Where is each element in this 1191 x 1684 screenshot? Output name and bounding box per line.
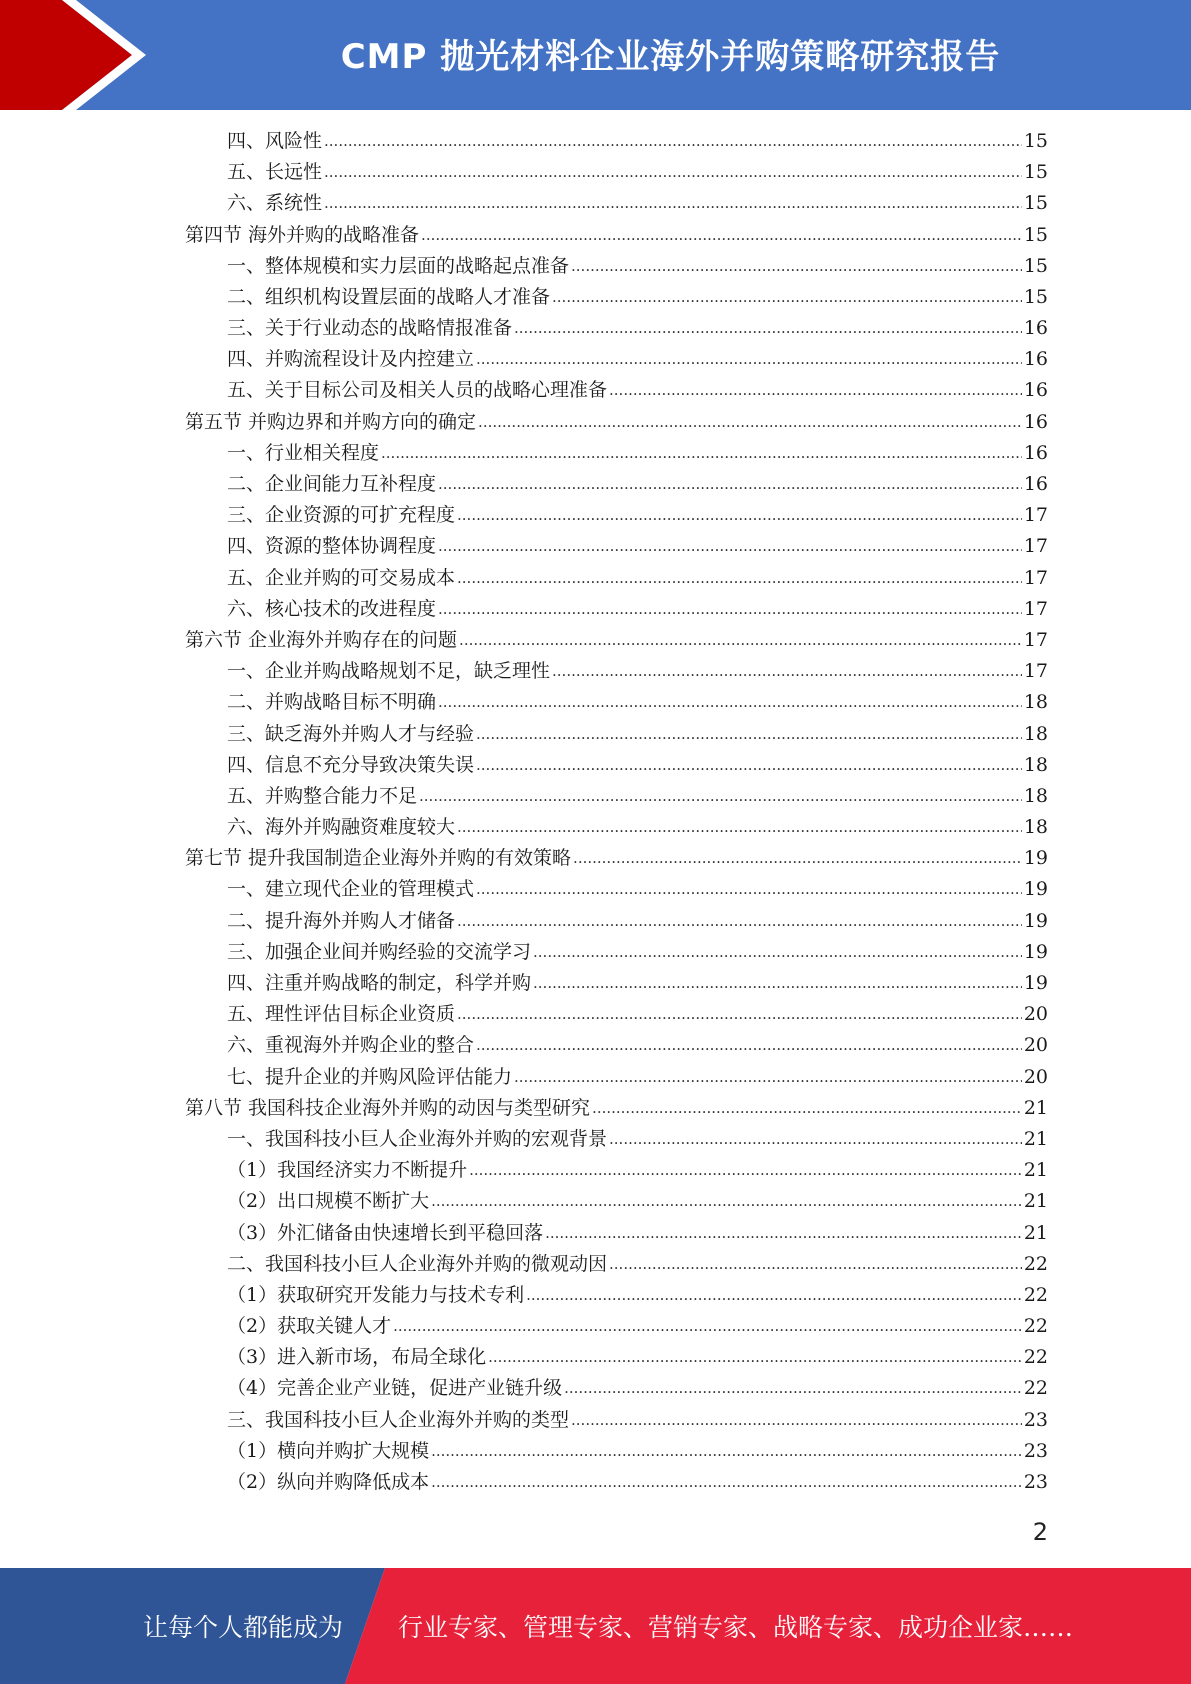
toc-entry[interactable] xyxy=(185,531,1048,562)
toc-entry-page: 18 xyxy=(1023,722,1048,745)
toc-dot-leader xyxy=(324,157,1022,188)
toc-entry[interactable] xyxy=(185,344,1048,375)
toc-entry-page: 21 xyxy=(1023,1190,1048,1213)
toc-dot-leader xyxy=(592,1093,1022,1124)
toc-entry-title: 五、长远性 xyxy=(227,161,323,184)
toc-entry-page: 17 xyxy=(1023,535,1048,558)
toc-dot-leader xyxy=(478,407,1022,438)
toc-entry-title: 三、关于行业动态的战略情报准备 xyxy=(227,317,513,340)
toc-dot-leader xyxy=(552,656,1022,687)
toc-dot-leader xyxy=(564,1373,1022,1404)
toc-entry[interactable] xyxy=(185,1155,1048,1186)
toc-entry[interactable] xyxy=(185,1062,1048,1093)
toc-entry-page: 23 xyxy=(1023,1408,1048,1431)
toc-entry[interactable] xyxy=(185,937,1048,968)
toc-dot-leader xyxy=(476,750,1022,781)
toc-entry-page: 20 xyxy=(1023,1003,1048,1026)
toc-entry[interactable] xyxy=(185,1436,1048,1467)
toc-entry[interactable] xyxy=(185,999,1048,1030)
toc-entry-page: 15 xyxy=(1023,254,1048,277)
toc-entry-page: 22 xyxy=(1023,1315,1048,1338)
toc-entry[interactable] xyxy=(185,157,1048,188)
toc-entry-title: 第七节 提升我国制造企业海外并购的有效策略 xyxy=(185,847,572,870)
toc-entry-page: 18 xyxy=(1023,691,1048,714)
toc-entry[interactable] xyxy=(185,1311,1048,1342)
footer-slogan-left: 让每个人都能成为 xyxy=(143,1613,344,1642)
toc-entry[interactable] xyxy=(185,376,1048,407)
toc-entry-page: 16 xyxy=(1023,410,1048,433)
toc-entry-title: 四、并购流程设计及内控建立 xyxy=(227,348,475,371)
toc-dot-leader xyxy=(573,843,1022,874)
toc-dot-leader xyxy=(476,719,1022,750)
toc-entry-page: 15 xyxy=(1023,129,1048,152)
toc-entry-title: （2）获取关键人才 xyxy=(227,1315,392,1338)
toc-entry-title: 五、企业并购的可交易成本 xyxy=(227,566,456,589)
toc-entry-title: 一、企业并购战略规划不足，缺乏理性 xyxy=(227,660,551,683)
toc-entry[interactable] xyxy=(185,594,1048,625)
toc-entry-page: 23 xyxy=(1023,1471,1048,1494)
toc-dot-leader xyxy=(438,531,1022,562)
toc-entry-title: 一、我国科技小巨人企业海外并购的宏观背景 xyxy=(227,1127,608,1150)
toc-entry-title: 二、提升海外并购人才储备 xyxy=(227,909,456,932)
toc-entry[interactable] xyxy=(185,625,1048,656)
toc-dot-leader xyxy=(457,906,1022,937)
toc-entry-page: 19 xyxy=(1023,909,1048,932)
toc-entry[interactable] xyxy=(185,1280,1048,1311)
toc-entry-page: 16 xyxy=(1023,473,1048,496)
toc-entry[interactable] xyxy=(185,906,1048,937)
toc-entry[interactable] xyxy=(185,1218,1048,1249)
toc-dot-leader xyxy=(545,1218,1022,1249)
toc-entry[interactable] xyxy=(185,126,1048,157)
toc-entry-title: 五、关于目标公司及相关人员的战略心理准备 xyxy=(227,379,608,402)
toc-entry-page: 16 xyxy=(1023,379,1048,402)
toc-entry-page: 17 xyxy=(1023,566,1048,589)
toc-entry-title: 第四节 海外并购的战略准备 xyxy=(185,223,420,246)
toc-dot-leader xyxy=(488,1342,1022,1373)
toc-entry-title: 三、加强企业间并购经验的交流学习 xyxy=(227,940,532,963)
toc-entry[interactable] xyxy=(185,500,1048,531)
toc-dot-leader xyxy=(457,563,1022,594)
toc-dot-leader xyxy=(533,937,1022,968)
toc-entry[interactable] xyxy=(185,1093,1048,1124)
toc-dot-leader xyxy=(609,1249,1022,1280)
toc-dot-leader xyxy=(324,126,1022,157)
toc-entry-title: 二、组织机构设置层面的战略人才准备 xyxy=(227,285,551,308)
toc-entry[interactable] xyxy=(185,1374,1048,1405)
toc-dot-leader xyxy=(457,812,1022,843)
toc-entry-page: 17 xyxy=(1023,597,1048,620)
toc-entry[interactable] xyxy=(185,313,1048,344)
toc-entry[interactable] xyxy=(185,1249,1048,1280)
toc-entry-page: 18 xyxy=(1023,816,1048,839)
toc-entry-page: 21 xyxy=(1023,1127,1048,1150)
toc-entry-page: 21 xyxy=(1023,1221,1048,1244)
toc-dot-leader xyxy=(431,1186,1022,1217)
toc-dot-leader xyxy=(419,781,1022,812)
table-of-contents xyxy=(185,126,1048,1498)
toc-entry[interactable] xyxy=(185,563,1048,594)
toc-entry-title: （1）我国经济实力不断提升 xyxy=(227,1159,468,1182)
header-chevron-decoration xyxy=(0,0,160,110)
toc-dot-leader xyxy=(514,1062,1022,1093)
toc-entry-title: 六、重视海外并购企业的整合 xyxy=(227,1034,475,1057)
toc-dot-leader xyxy=(526,1280,1022,1311)
toc-entry-title: 六、海外并购融资难度较大 xyxy=(227,816,456,839)
toc-dot-leader xyxy=(421,220,1022,251)
toc-entry-title: 第八节 我国科技企业海外并购的动因与类型研究 xyxy=(185,1096,591,1119)
toc-entry-title: （2）纵向并购降低成本 xyxy=(227,1471,430,1494)
toc-entry[interactable] xyxy=(185,438,1048,469)
toc-entry-title: 五、理性评估目标企业资质 xyxy=(227,1003,456,1026)
toc-entry-page: 21 xyxy=(1023,1159,1048,1182)
toc-dot-leader xyxy=(476,344,1022,375)
toc-entry-page: 22 xyxy=(1023,1283,1048,1306)
toc-entry[interactable] xyxy=(185,220,1048,251)
toc-dot-leader xyxy=(457,500,1022,531)
toc-entry[interactable] xyxy=(185,1186,1048,1217)
toc-dot-leader xyxy=(324,188,1022,219)
toc-entry-title: （2）出口规模不断扩大 xyxy=(227,1190,430,1213)
toc-entry-page: 16 xyxy=(1023,348,1048,371)
toc-dot-leader xyxy=(533,968,1022,999)
toc-entry-page: 17 xyxy=(1023,504,1048,527)
toc-entry-page: 19 xyxy=(1023,847,1048,870)
toc-entry[interactable] xyxy=(185,1030,1048,1061)
toc-entry-page: 22 xyxy=(1023,1346,1048,1369)
toc-entry-title: 二、我国科技小巨人企业海外并购的微观动因 xyxy=(227,1252,608,1275)
toc-entry-page: 21 xyxy=(1023,1096,1048,1119)
toc-dot-leader xyxy=(431,1436,1022,1467)
toc-entry-title: 第五节 并购边界和并购方向的确定 xyxy=(185,410,477,433)
toc-dot-leader xyxy=(469,1155,1022,1186)
toc-dot-leader xyxy=(552,282,1022,313)
toc-entry-page: 20 xyxy=(1023,1034,1048,1057)
toc-dot-leader xyxy=(476,1030,1022,1061)
toc-entry[interactable] xyxy=(185,719,1048,750)
toc-entry-title: 四、信息不充分导致决策失误 xyxy=(227,753,475,776)
toc-entry-page: 19 xyxy=(1023,940,1048,963)
toc-entry-title: 七、提升企业的并购风险评估能力 xyxy=(227,1065,513,1088)
toc-entry-page: 15 xyxy=(1023,192,1048,215)
footer-slogan-right: 行业专家、管理专家、营销专家、战略专家、成功企业家…… xyxy=(398,1613,1074,1642)
toc-dot-leader xyxy=(514,313,1022,344)
toc-dot-leader xyxy=(438,687,1022,718)
toc-entry-title: 四、资源的整体协调程度 xyxy=(227,535,437,558)
toc-entry[interactable] xyxy=(185,407,1048,438)
toc-entry-title: （1）横向并购扩大规模 xyxy=(227,1439,430,1462)
toc-entry-page: 19 xyxy=(1023,972,1048,995)
toc-entry-title: 二、企业间能力互补程度 xyxy=(227,473,437,496)
toc-dot-leader xyxy=(438,469,1022,500)
toc-dot-leader xyxy=(476,874,1022,905)
toc-entry-title: 四、风险性 xyxy=(227,129,323,152)
toc-dot-leader xyxy=(609,1124,1022,1155)
toc-entry[interactable] xyxy=(185,1342,1048,1373)
toc-entry-page: 15 xyxy=(1023,223,1048,246)
toc-entry-title: （3）进入新市场，布局全球化 xyxy=(227,1346,487,1369)
toc-entry-page: 23 xyxy=(1023,1439,1048,1462)
toc-entry[interactable] xyxy=(185,656,1048,687)
toc-entry-page: 19 xyxy=(1023,878,1048,901)
report-title: CMP 抛光材料企业海外并购策略研究报告 xyxy=(340,36,1001,77)
toc-entry-title: （3）外汇储备由快速增长到平稳回落 xyxy=(227,1221,544,1244)
toc-entry-page: 15 xyxy=(1023,161,1048,184)
page-header xyxy=(0,0,1191,110)
toc-entry-title: （4）完善企业产业链，促进产业链升级 xyxy=(227,1377,563,1400)
toc-entry-page: 20 xyxy=(1023,1065,1048,1088)
toc-entry[interactable] xyxy=(185,781,1048,812)
toc-dot-leader xyxy=(571,251,1022,282)
toc-entry[interactable] xyxy=(185,750,1048,781)
toc-entry-page: 18 xyxy=(1023,753,1048,776)
toc-entry[interactable] xyxy=(185,1405,1048,1436)
toc-entry-title: 一、行业相关程度 xyxy=(227,441,380,464)
toc-entry[interactable] xyxy=(185,812,1048,843)
toc-entry[interactable] xyxy=(185,968,1048,999)
toc-entry[interactable] xyxy=(185,843,1048,874)
toc-entry-title: 一、建立现代企业的管理模式 xyxy=(227,878,475,901)
toc-entry-title: 第六节 企业海外并购存在的问题 xyxy=(185,628,458,651)
toc-entry-title: 六、系统性 xyxy=(227,192,323,215)
toc-entry-page: 16 xyxy=(1023,441,1048,464)
toc-dot-leader xyxy=(431,1467,1022,1498)
toc-entry-page: 17 xyxy=(1023,660,1048,683)
toc-entry-page: 16 xyxy=(1023,317,1048,340)
toc-dot-leader xyxy=(571,1405,1022,1436)
toc-dot-leader xyxy=(438,594,1022,625)
toc-entry[interactable] xyxy=(185,687,1048,718)
toc-entry[interactable] xyxy=(185,1467,1048,1498)
toc-entry-title: 二、并购战略目标不明确 xyxy=(227,691,437,714)
toc-entry[interactable] xyxy=(185,469,1048,500)
toc-dot-leader xyxy=(609,375,1022,406)
toc-entry[interactable] xyxy=(185,1124,1048,1155)
toc-entry[interactable] xyxy=(185,875,1048,906)
page-footer xyxy=(0,1568,1191,1684)
toc-entry-title: 六、核心技术的改进程度 xyxy=(227,597,437,620)
toc-entry-title: （1）获取研究开发能力与技术专利 xyxy=(227,1283,525,1306)
toc-entry[interactable] xyxy=(185,251,1048,282)
toc-entry-title: 四、注重并购战略的制定，科学并购 xyxy=(227,972,532,995)
toc-dot-leader xyxy=(393,1311,1022,1342)
page-number: 2 xyxy=(1032,1518,1048,1546)
toc-entry[interactable] xyxy=(185,282,1048,313)
toc-entry-page: 22 xyxy=(1023,1252,1048,1275)
toc-entry-page: 22 xyxy=(1023,1377,1048,1400)
toc-entry-title: 五、并购整合能力不足 xyxy=(227,784,418,807)
toc-entry-page: 17 xyxy=(1023,628,1048,651)
toc-dot-leader xyxy=(459,625,1022,656)
toc-entry-page: 15 xyxy=(1023,285,1048,308)
toc-entry-title: 三、缺乏海外并购人才与经验 xyxy=(227,722,475,745)
toc-entry[interactable] xyxy=(185,188,1048,219)
toc-entry-title: 三、企业资源的可扩充程度 xyxy=(227,504,456,527)
toc-entry-page: 18 xyxy=(1023,784,1048,807)
toc-dot-leader xyxy=(381,438,1022,469)
toc-entry-title: 一、整体规模和实力层面的战略起点准备 xyxy=(227,254,570,277)
toc-entry-title: 三、我国科技小巨人企业海外并购的类型 xyxy=(227,1408,570,1431)
toc-dot-leader xyxy=(457,999,1022,1030)
